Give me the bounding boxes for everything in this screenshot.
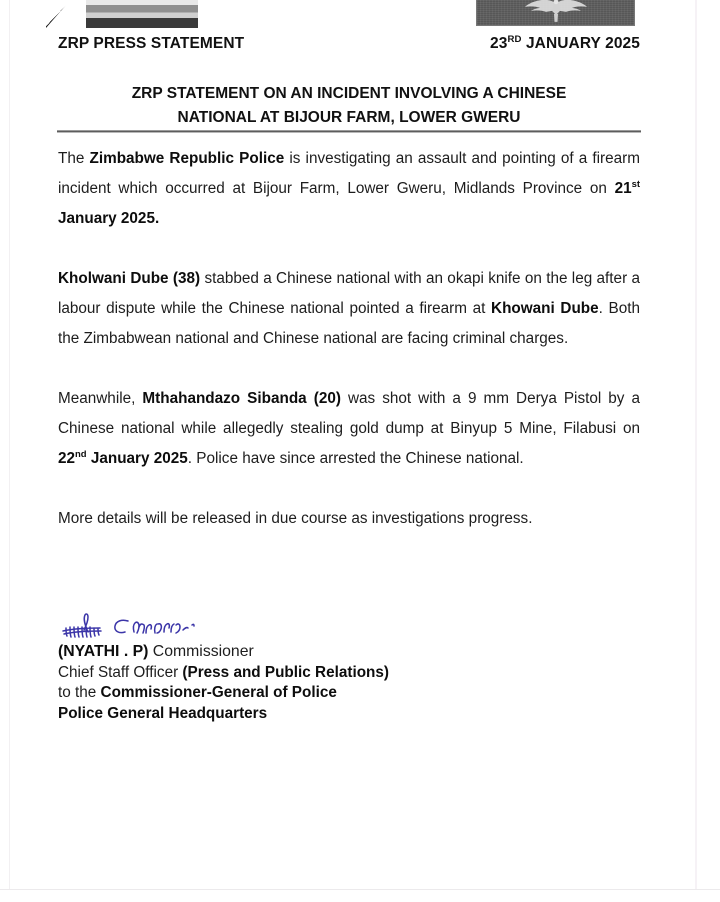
para-sibanda-seg-5: . Police have since arrested the Chinese national. — [187, 450, 524, 467]
para-investigation — [58, 144, 640, 234]
signatory-line-3-seg-1: Commissioner-General of Police — [100, 684, 337, 701]
statement-date — [490, 35, 640, 53]
para-sibanda — [58, 384, 640, 474]
para-dube — [58, 264, 640, 354]
signatory-line-3 — [58, 683, 558, 704]
para-more-details — [58, 504, 640, 534]
para-dube-seg-0: Kholwani Dube (38) — [58, 270, 201, 287]
para-investigation-seg-2: is investigating an assault and pointing of a firearm incident which occurred at Bijour Farm, Lower Gweru, Midlands Province on — [58, 150, 641, 197]
page-title — [58, 82, 640, 130]
signatory-line-2-seg-0: Chief Staff Officer — [58, 663, 183, 681]
para-more-details-seg-0: More details will be released in due course as investigations progress. — [58, 510, 533, 527]
zrp-crest-icon — [476, 0, 635, 26]
paper-edge-bottom — [0, 889, 720, 890]
handwritten-signature-icon — [58, 612, 288, 646]
signatory-line-1-seg-0: (NYATHI . P) — [58, 643, 149, 660]
para-investigation-seg-4: January 2025. — [58, 210, 160, 227]
para-sibanda-seg-2: was shot with a 9 mm Derya Pistol by a Chinese national while allegedly stealing gold dump at Binyup 5 Mine, Filabusi on — [58, 390, 641, 437]
page-title-line-2: NATIONAL AT BIJOUR FARM, LOWER GWERU — [177, 109, 521, 126]
para-dube-seg-1: stabbed a Chinese national with an okapi knife on the leg after a labour dispute while the Chinese national pointed a firearm at — [58, 270, 640, 317]
title-divider — [57, 130, 641, 133]
header-row — [58, 35, 640, 53]
para-sibanda-seg-3: 22 — [58, 450, 76, 467]
para-investigation-ordinal-3: st — [631, 178, 640, 190]
letterhead — [0, 0, 720, 30]
zimbabwe-flag-icon — [46, 0, 198, 28]
para-sibanda-ordinal-wrap-3 — [75, 450, 87, 467]
para-investigation-seg-3: 21 — [614, 180, 632, 197]
crest-eagle-icon — [525, 0, 587, 24]
para-sibanda-seg-4: January 2025 — [86, 450, 188, 467]
flag-hoist-triangle — [46, 0, 86, 28]
para-investigation-ordinal-wrap-3 — [632, 180, 640, 197]
paper-edge-left — [9, 0, 10, 890]
date-ordinal: RD — [507, 33, 522, 45]
para-dube-seg-2: Khowani Dube — [491, 300, 599, 317]
signatory-line-1-seg-1: Commissioner — [148, 643, 254, 660]
para-investigation-seg-1: Zimbabwe Republic Police — [89, 150, 285, 167]
signatory-line-4 — [58, 704, 558, 725]
signature-block — [58, 612, 558, 724]
para-sibanda-ordinal-3: nd — [75, 448, 87, 460]
para-dube-seg-3: . Both the Zimbabwean national and Chinese national are facing criminal charges. — [58, 300, 640, 347]
date-day: 23 — [490, 35, 508, 52]
signatory-line-4-seg-0: Police General Headquarters — [58, 704, 268, 722]
para-sibanda-seg-0: Meanwhile, — [58, 390, 143, 407]
statement-body — [58, 144, 640, 534]
para-sibanda-seg-1: Mthahandazo Sibanda (20) — [142, 390, 341, 407]
signatory-line-3-seg-0: to the — [58, 684, 101, 701]
signatory-details — [58, 642, 558, 724]
signatory-line-2 — [58, 663, 558, 684]
date-rest: JANUARY 2025 — [521, 35, 640, 52]
signatory-line-2-seg-1: (Press and Public Relations) — [182, 663, 389, 681]
para-investigation-seg-0: The — [58, 150, 90, 167]
page-title-line-1: ZRP STATEMENT ON AN INCIDENT INVOLVING A CHINESE — [131, 85, 567, 102]
paper-edge-right — [695, 0, 697, 890]
press-statement-label: ZRP PRESS STATEMENT — [58, 35, 245, 52]
